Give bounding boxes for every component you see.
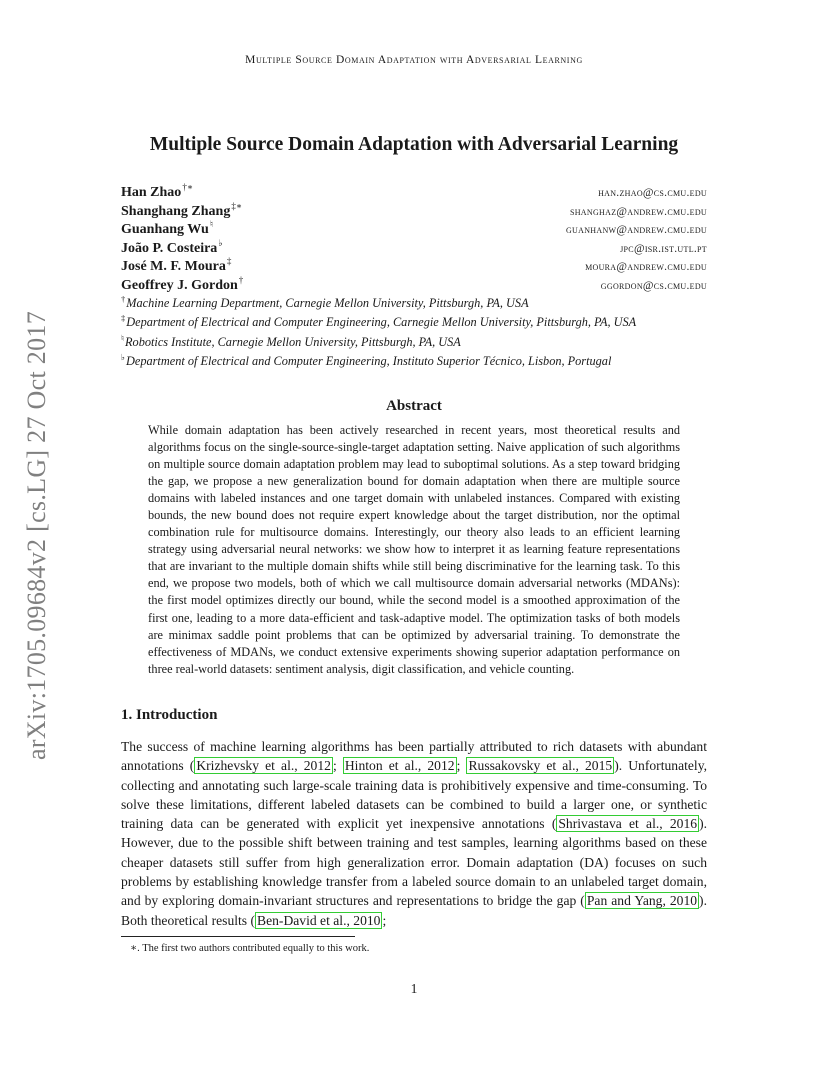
body-text: ). Both theoretical results ( <box>121 893 707 928</box>
affiliation-mark: ♭ <box>121 352 126 363</box>
affiliation-line <box>121 294 721 313</box>
author-block <box>121 182 707 294</box>
section-heading-introduction: 1. Introduction <box>121 707 218 723</box>
author-name: Shanghang Zhang‡∗ <box>121 200 242 219</box>
author-row <box>121 219 707 238</box>
author-mark: ‡ <box>226 256 232 267</box>
footnote: ∗. The first two authors contributed equally to this work. <box>130 943 370 954</box>
author-row <box>121 238 707 257</box>
citation-link[interactable]: Pan and Yang, 2010 <box>586 893 698 909</box>
affiliation-mark: ‡ <box>121 313 126 324</box>
body-text: ; <box>332 758 343 774</box>
affiliation-block <box>121 294 721 372</box>
author-name: Geoffrey J. Gordon† <box>121 274 244 293</box>
citation-link[interactable]: Ben-David et al., 2010 <box>257 912 381 928</box>
affiliation-mark: ♮ <box>121 332 125 343</box>
author-email: guanhanw@andrew.cmu.edu <box>565 224 707 237</box>
abstract-text: While domain adaptation has been actively researched in recent years, most theoretical results and algorithms focus on the single-source-single-target adaptation setting. Naive application of such algorithms on multiple source domain adaptation problem may lead to suboptimal solutions. As a step toward bridging the gap, we propose a new generalization bound for domain adaptation when there are multiple source domains with labeled instances and one target domain with unlabeled instances. Compared with existing bounds, the new bound does not require expert knowledge about the target distribution, nor the optimal combination rule for multisource domains. Interestingly, our theory also leads to an efficient learning strategy using adversarial neural networks: we show how to interpret it as learning feature representations that are invariant to the multiple domain shifts while still being discriminative for the learning task. To this end, we propose two models, both of which we call multisource domain adversarial networks (MDANs): the first model optimizes directly our bound, while the second model is a smoothed approximation of the first one, leading to a more data-efficient and task-adaptive model. The optimization tasks of both models are minimax saddle point problems that can be optimized by adversarial training. To demonstrate the effectiveness of MDANs, we conduct extensive experiments showing superior adaptation performance on three real-world datasets: sentiment analysis, digit classification, and vehicle counting. <box>148 423 680 676</box>
running-head: Multiple Source Domain Adaptation with Adversarial Learning <box>245 54 583 66</box>
affiliation-line <box>121 333 721 352</box>
body-text: The success of machine learning algorithms has been partially attributed to rich datasets with abundant annotations ( <box>121 739 707 774</box>
paper-title: Multiple Source Domain Adaptation with Adversarial Learning <box>149 134 679 155</box>
affiliation-text: Department of Electrical and Computer Engineering, Carnegie Mellon University, Pittsburgh, PA, USA <box>126 315 637 330</box>
author-row <box>121 275 707 294</box>
arxiv-identifier: arXiv:1705.09684v2 [cs.LG] 27 Oct 2017 <box>22 311 51 760</box>
author-name: José M. F. Moura‡ <box>121 256 232 275</box>
author-row <box>121 256 707 275</box>
author-mark: †∗ <box>182 182 193 192</box>
body-text: ). However, due to the possible shift between training and test samples, learning algorithms based on these cheaper datasets still suffer from high generalization error. Domain adaptation (DA) focuses on such problems by establishing knowledge transfer from a labeled source domain to an unlabeled target domain, and by exploring domain-invariant structures and representations to bridge the gap ( <box>121 816 707 909</box>
footnote-divider <box>121 936 355 937</box>
affiliation-line <box>121 352 721 371</box>
citation-link[interactable]: Russakovsky et al., 2015 <box>468 758 613 774</box>
author-name: Guanhang Wu♮ <box>121 219 214 238</box>
affiliation-mark: † <box>121 294 126 304</box>
author-name: Han Zhao†∗ <box>121 182 193 200</box>
body-text: ). Unfortunately, collecting and annotating such large-scale training data is prohibitively expensive and time-consuming. To solve these limitations, different labeled datasets can be combined to build a larger one, or synthetic training data can be generated with explicit yet inexpensive annotations ( <box>121 758 708 832</box>
author-email: han.zhao@cs.cmu.edu <box>598 187 707 199</box>
author-email: ggordon@cs.cmu.edu <box>600 279 707 292</box>
affiliation-text: Robotics Institute, Carnegie Mellon University, Pittsburgh, PA, USA <box>125 334 461 349</box>
author-mark: ♭ <box>218 237 223 248</box>
citation-link[interactable]: Krizhevsky et al., 2012 <box>196 758 331 774</box>
author-email: shanghaz@andrew.cmu.edu <box>569 205 707 218</box>
body-text: ; <box>382 912 387 928</box>
affiliation-text: Department of Electrical and Computer Engineering, Instituto Superior Técnico, Lisbon, Portugal <box>126 354 612 369</box>
author-row <box>121 182 707 201</box>
introduction-paragraph <box>121 737 707 930</box>
body-text: ; <box>456 758 467 774</box>
author-mark: ‡∗ <box>231 200 242 211</box>
author-row <box>121 201 707 220</box>
author-mark: † <box>238 274 244 285</box>
affiliation-text: Machine Learning Department, Carnegie Mellon University, Pittsburgh, PA, USA <box>126 296 529 310</box>
abstract-heading: Abstract <box>386 398 442 414</box>
author-email: moura@andrew.cmu.edu <box>585 261 707 274</box>
citation-link[interactable]: Hinton et al., 2012 <box>344 758 455 774</box>
author-email: jpc@isr.ist.utl.pt <box>620 242 707 255</box>
author-name: João P. Costeira♭ <box>121 237 223 256</box>
citation-link[interactable]: Shrivastava et al., 2016 <box>558 816 698 832</box>
page-number: 1 <box>410 981 418 996</box>
affiliation-line <box>121 313 721 332</box>
author-mark: ♮ <box>209 219 214 230</box>
